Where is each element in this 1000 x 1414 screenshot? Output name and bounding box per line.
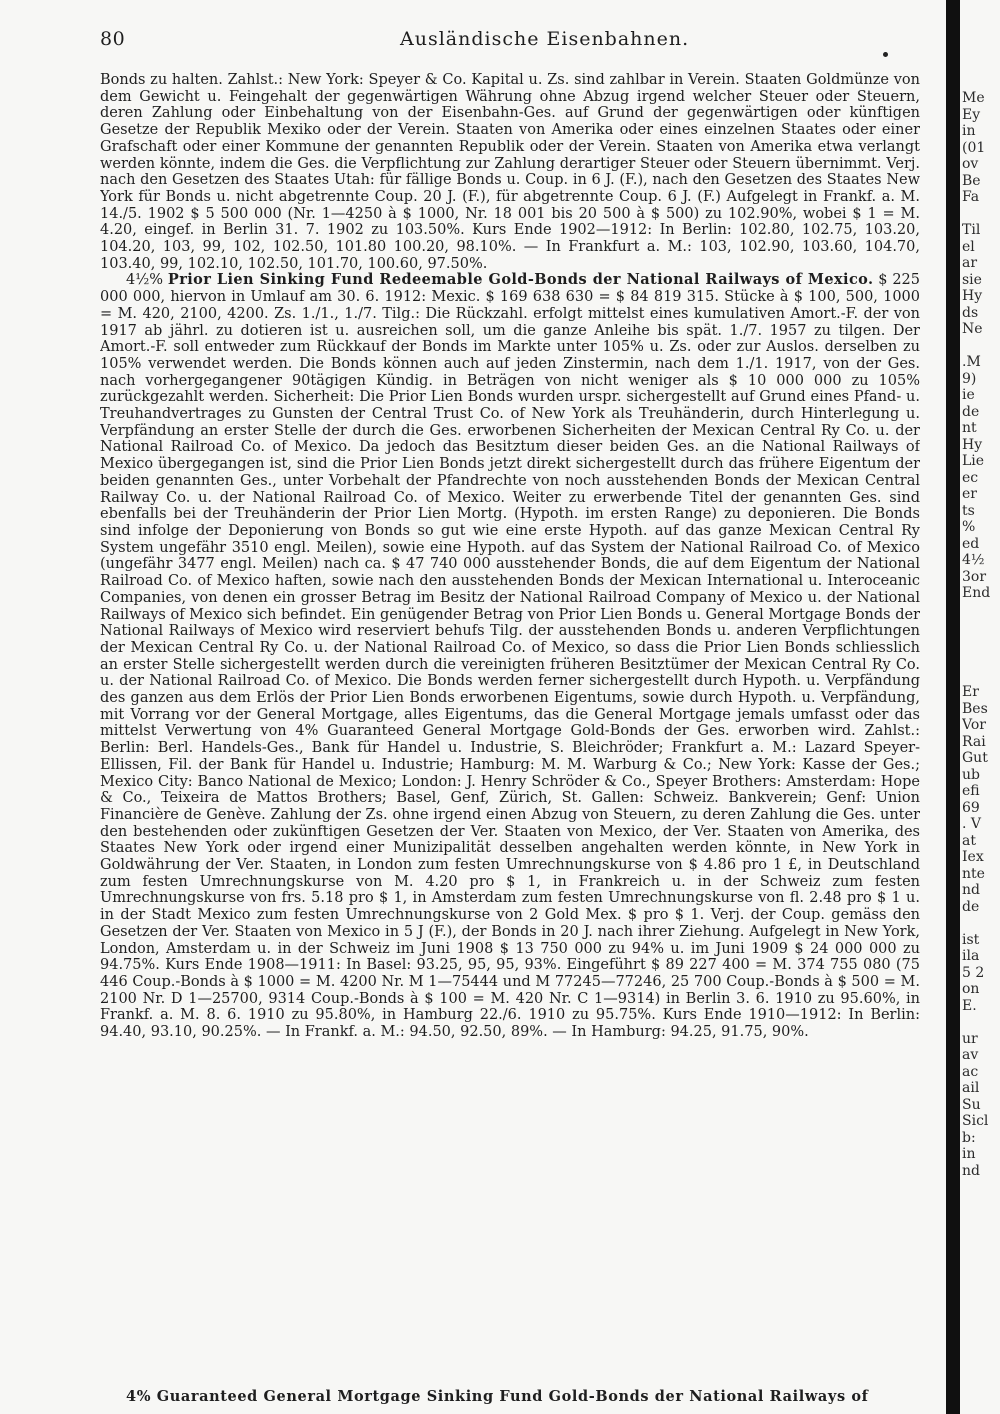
adjacent-fragment-line [962, 338, 1000, 355]
adjacent-fragment-line: ie [962, 387, 975, 403]
adjacent-fragment-line: ts [962, 502, 975, 519]
adjacent-fragment-line [962, 602, 1000, 619]
section-title: Prior Lien Sinking Fund Redeemable Gold-Bonds der National Railways of Mexico. [167, 271, 874, 289]
adjacent-fragment-line: Ey [962, 106, 981, 123]
section-body: $ 225 000 000, hiervon in Umlauf am 30. 6. 1912: Mexic. $ 169 638 630 = $ 84 819 315. Stücke à $ 100, 500, 1000 = M. 420, 2100, 4200. Zs. 1./1., 1./7. Tilg.: Die Rückzahl. erfolgt mittelst eines kumulativen Amort.-F. der von 1917 ab jährl. zu dotieren ist u. ausreichen soll, um die ganze Anleihe bis spät. 1./7. 1957 zu tilgen. Der Amort.-F. soll entweder zum Rückkauf der Bonds im Markte unter 105% u. Zs. oder zur Auslos. derselben zu 105% verwendet werden. Die Bonds können auch auf jeden Zinstermin, nach dem 1./1. 1917, von der Ges. nach vorhergegangener 90tägigen Kündig. in Beträgen von nicht weniger als $ 10 000 000 zu 105% zurückgezahlt werden. Sicherheit: Die Prior Lien Bonds wurden urspr. sichergestellt auf Grund eines Pfand- u. Treuhandvertrages zu Gunsten der Central Trust Co. of New York als Treuhänderin, durch Hinterlegung u. Verpfändung an erster Stelle der durch die Ges. erworbenen Sicherheiten der Mexican Central Ry Co. u. der National Railroad Co. of Mexico. Da jedoch das Besitztum dieser beiden Ges. an die National Railways of Mexico übergegangen ist, sind die Prior Lien Bonds jetzt direkt sichergestellt durch das frühere Eigentum der beiden genannten Ges., unter Vorbehalt der Pfandrechte von noch ausstehenden Bonds der Mexican Central Railway Co. u. der National Railroad Co. of Mexico. Weiter zu erwerbende Titel der genannten Ges. sind ebenfalls bei der Treuhänderin der Prior Lien Mortg. (Hypoth. im ersten Range) zu deponieren. Die Bonds sind infolge der Deponierung von Bonds so gut wie eine erste Hypoth. auf das ganze Mexican Central Ry System ungefähr 3510 engl. Meilen), sowie eine Hypoth. auf das System der National Railroad Co. of Mexico (ungefähr 3477 engl. Meilen) nach ca. $ 47 740 000 ausstehender Bonds, die auf dem Eigentum der National Railroad Co. of Mexico haften, sowie nach den ausstehenden Bonds der Mexican International u. Interoceanic Companies, von denen ein grosser Betrag im Besitz der National Railroad Company of Mexico u. der National Railways of Mexico sich befindet. Ein genügender Betrag von Prior Lien Bonds u. General Mortgage Bonds der National Railways of Mexico wird reserviert behufs Tilg. der ausstehenden Bonds u. anderen Verpflichtungen der Mexican Central Ry Co. u. der National Railroad Co. of Mexico, so dass die Prior Lien Bonds schliesslich an erster Stelle sichergestellt werden durch die vereinigten früheren Besitztümer der Mexican Central Ry Co. u. der National Railroad Co. of Mexico. Die Bonds werden ferner sichergestellt durch Hypoth. u. Verpfändung des ganzen aus dem Erlös der Prior Lien Bonds erworbenen Eigentums, sowie durch Hypoth. u. Verpfändung, mit Vorrang vor der General Mortgage, alles Eigentums, das die General Mortgage jemals umfasst oder das mittelst Verwertung von 4% Guaranteed General Mortgage Gold-Bonds der Ges. erworben wird. Zahlst.: Berlin: Berl. Handels-Ges., Bank für Handel u. Industrie, S. Bleichröder; Frankfurt a. M.: Lazard Speyer-Ellissen, Fil. der Bank für Handel u. Industrie; Hamburg: M. M. Warburg & Co.; New York: Kasse der Ges.; Mexico City: Banco National de Mexico; London: J. Henry Schröder & Co., Speyer Brothers: Amsterdam: Hope & Co., Teixeira de Mattos Brothers; Basel, Genf, Zürich, St. Gallen: Schweiz. Bankverein; Genf: Union Financière de Genève. Zahlung der Zs. ohne irgend einen Abzug von Steuern, zu deren Zahlung die Ges. unter den bestehenden oder zukünftigen Gesetzen der Ver. Staaten von Mexico, der Ver. Staaten von Amerika, des Staates New York oder irgend einer Munizipalität desselben angehalten werden könnte, in New York in Goldwährung der Ver. Staaten, in London zum festen Umrechnungskurse von $ 4.86 pro 1 £, in Deutschland zum festen Umrechnungskurse von M. 4.20 pro $ 1, in Frankreich u. in der Schweiz zum festen Umrechnungskurse von frs. 5.18 pro $ 1, in Amsterdam zum festen Umrechnungskurse von fl. 2.48 pro $ 1 u. in der Stadt Mexico zum festen Umrechnungskurse von 2 Gold Mex. $ pro $ 1. Verj. der Coup. gemäss den Gesetzen der Ver. Staaten von Mexico in 5 J (F.), der Bonds in 20 J. nach ihrer Ziehung. Aufgelegt in New York, London, Amsterdam u. in der Schweiz im Juni 1908 $ 13 750 000 zu 94% u. im Juni 1909 $ 24 000 000 zu 94.75%. Kurs Ende 1908—1911: In Basel: 93.25, 95, 95, 93%. Eingeführt $ 89 227 400 = M. 374 755 080 (75 446 Coup.-Bonds à $ 1000 = M. 4200 Nr. M 1—75444 und M 77245—77246, 25 700 Coup.-Bonds à $ 500 = M. 2100 Nr. D 1—25700, 9314 Coup.-Bonds à $ 100 = M. 420 Nr. C 1—9314) in Berlin 3. 6. 1910 zu 95.60%, in Frankf. a. M. 8. 6. 1910 zu 95.80%, in Hamburg 22./6. 1910 zu 95.75%. Kurs Ende 1910—1912: In Berlin: 94.40, 93.10, 90.25%. — In Frankf. a. M.: 94.50, 92.50, 89%. — In Hamburg: 94.25, 91.75, 90%. [100, 272, 920, 1041]
adjacent-fragment-line: Hy [962, 436, 983, 453]
adjacent-fragment-line: nd [962, 1162, 980, 1179]
adjacent-fragment-line: nt [962, 420, 977, 436]
adjacent-fragment-line: Sicl [962, 1113, 989, 1129]
adjacent-fragment-line: ub [962, 766, 980, 783]
adjacent-fragment-line: .M [962, 354, 981, 370]
adjacent-fragment-line: Til [962, 222, 981, 238]
adjacent-fragment-line: at [962, 832, 976, 849]
adjacent-fragment-line: 5 2 [962, 964, 985, 981]
adjacent-fragment-line: ds [962, 304, 979, 321]
adjacent-fragment-line: % [962, 519, 976, 535]
adjacent-fragment-line: Gut [962, 750, 988, 766]
adjacent-fragment-line [962, 651, 1000, 668]
section-rate: 4½% [126, 272, 164, 289]
next-section-heading: 4% Guaranteed General Mortgage Sinking Fund Gold-Bonds der National Railways of [126, 1388, 869, 1405]
intro-paragraph: Bonds zu halten. Zahlst.: New York: Speyer & Co. Kapital u. Zs. sind zahlbar in Verein. Staaten Goldmünze von dem Gewicht u. Feingehalt der gegenwärtigen Währung ohne Abzug irgend welcher Steuer oder Steuern, deren Zahlung oder Einbehaltung von der Eisenbahn-Ges. auf Grund der gegenwärtigen oder künftigen Gesetze der Republik Mexiko oder der Verein. Staaten von Amerika oder eines einzelnen Staates oder einer Grafschaft oder einer Kommune der genannten Republik oder der Verein. Staaten von Amerika etwa verlangt werden könnte, indem die Ges. die Verpflichtung zur Zahlung derartiger Steuer oder Steuern übernimmt. Verj. nach den Gesetzen des Staates Utah: für fällige Bonds u. Coup. in 6 J. (F.), nach den Gesetzen des Staates New York für Bonds u. nicht abgetrennte Coup. 20 J. (F.), für abgetrennte Coup. 6 J. (F.) Aufgelegt in Frankf. a. M. 14./5. 1902 $ 5 500 000 (Nr. 1—4250 à $ 1000, Nr. 18 001 bis 20 500 à $ 500) zu 102.90%, wobei $ 1 = M. 4.20, eingef. in Berlin 31. 7. 1902 zu 103.50%. Kurs Ende 1902—1912: In Berlin: 102.80, 102.75, 103.20, 104.20, 103, 99, 102, 102.50, 101.80 100.20, 98.10%. — In Frankfurt a. M.: 103, 102.90, 103.60, 104.70, 103.40, 99, 102.10, 102.50, 101.70, 100.60, 97.50%. [100, 72, 920, 272]
adjacent-fragment-line: er [962, 486, 977, 502]
adjacent-fragment-line: Su [962, 1096, 981, 1113]
adjacent-fragment-line: b: [962, 1129, 976, 1146]
adjacent-fragment-line: Lie [962, 453, 985, 469]
adjacent-fragment-line [962, 618, 1000, 635]
ink-speck [883, 52, 888, 57]
adjacent-fragment-line: ist [962, 931, 980, 948]
adjacent-fragment-line: Be [962, 172, 981, 189]
adjacent-fragment-line: efi [962, 783, 980, 799]
adjacent-fragment-line: av [962, 1047, 979, 1063]
adjacent-fragment-line: Me [962, 90, 985, 106]
adjacent-fragment-line: Rai [962, 733, 986, 750]
binding-gutter [946, 0, 960, 1414]
adjacent-fragment-line: sie [962, 271, 982, 288]
adjacent-fragment-line: 69 [962, 799, 980, 816]
adjacent-page-fragments [962, 90, 1000, 1390]
adjacent-fragment-line [962, 1014, 1000, 1031]
adjacent-fragment-line: End [962, 585, 991, 601]
adjacent-fragment-line: nte [962, 865, 985, 882]
adjacent-fragment-line: Hy [962, 288, 983, 304]
adjacent-fragment-line [962, 668, 1000, 685]
section-paragraph [100, 272, 920, 1040]
adjacent-fragment-line [962, 915, 1000, 932]
adjacent-fragment-line: E. [962, 997, 977, 1014]
adjacent-fragment-line [962, 635, 1000, 652]
adjacent-fragment-line: Ne [962, 321, 983, 337]
adjacent-fragment-line: 3or [962, 568, 987, 585]
adjacent-fragment-line: 4½ [962, 552, 985, 568]
adjacent-fragment-line: ur [962, 1030, 978, 1047]
adjacent-fragment-line: ail [962, 1080, 980, 1096]
adjacent-fragment-line: Iex [962, 849, 984, 865]
main-text-column [100, 72, 920, 1382]
adjacent-fragment-line: de [962, 403, 980, 420]
adjacent-fragment-line: nd [962, 882, 980, 898]
adjacent-fragment-line: ed [962, 535, 980, 552]
adjacent-fragment-line: Bes [962, 700, 988, 717]
adjacent-fragment-line: ec [962, 469, 979, 486]
adjacent-fragment-line [962, 206, 1000, 223]
adjacent-fragment-line: ar [962, 255, 978, 271]
adjacent-fragment-line: el [962, 238, 975, 255]
adjacent-fragment-line: Fa [962, 189, 980, 205]
adjacent-fragment-line: in [962, 123, 976, 139]
adjacent-fragment-line: ila [962, 948, 980, 964]
page-number: 80 [100, 28, 126, 50]
page-header [100, 28, 920, 58]
running-title: Ausländische Eisenbahnen. [400, 28, 690, 50]
adjacent-fragment-line: Er [962, 684, 979, 700]
adjacent-fragment-line: Vor [962, 717, 986, 733]
adjacent-fragment-line: 9) [962, 370, 977, 387]
adjacent-fragment-line: . V [962, 816, 982, 832]
adjacent-fragment-line: ac [962, 1063, 979, 1080]
adjacent-fragment-line: in [962, 1146, 976, 1162]
adjacent-fragment-line: ov [962, 156, 979, 172]
adjacent-fragment-line: on [962, 981, 980, 997]
adjacent-fragment-line: de [962, 898, 980, 915]
adjacent-fragment-line: (01 [962, 139, 986, 156]
